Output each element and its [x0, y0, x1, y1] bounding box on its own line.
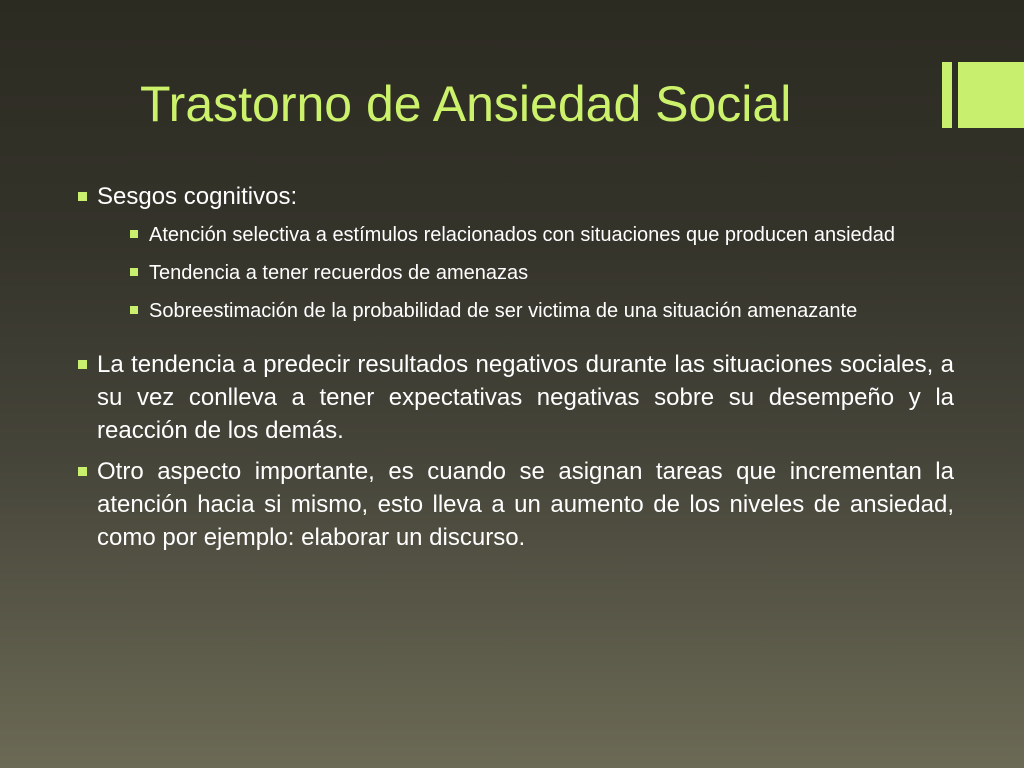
sub-bullet-text: Sobreestimación de la probabilidad de ser victima de una situación amenazante [149, 300, 858, 322]
decorative-thick-bar [958, 62, 1024, 128]
decorative-thin-bar [942, 62, 952, 128]
square-bullet-icon [78, 360, 87, 369]
slide-content [76, 180, 954, 554]
sub-bullet-text: Atención selectiva a estímulos relacionados con situaciones que producen ansiedad [149, 224, 896, 246]
square-bullet-icon [78, 467, 87, 476]
bullet-item-sesgos [76, 180, 954, 326]
bullet-text: Sesgos cognitivos: [97, 183, 298, 210]
bullet-list [76, 180, 954, 554]
sub-bullet-item [97, 220, 954, 250]
sub-bullet-text: Tendencia a tener recuerdos de amenazas [149, 262, 529, 284]
sub-bullet-item [97, 258, 954, 288]
bullet-item-tendencia [76, 348, 954, 447]
sub-bullet-item [97, 296, 954, 326]
bullet-text: Otro aspecto importante, es cuando se asignan tareas que incrementan la atención hacia si mismo, esto lleva a un aumento de los niveles de ansiedad, como por ejemplo: elaborar un discurso. [97, 458, 954, 551]
bullet-text: La tendencia a predecir resultados negativos durante las situaciones sociales, a su vez conlleva a tener expectativas negativas sobre su desempeño y la reacción de los demás. [97, 351, 954, 444]
decorative-bars [942, 62, 1024, 128]
slide-title: Trastorno de Ansiedad Social [140, 76, 792, 132]
square-bullet-icon [130, 268, 138, 276]
square-bullet-icon [130, 306, 138, 314]
sub-bullet-list [97, 220, 954, 326]
bullet-item-otro-aspecto [76, 455, 954, 554]
square-bullet-icon [78, 192, 87, 201]
square-bullet-icon [130, 230, 138, 238]
